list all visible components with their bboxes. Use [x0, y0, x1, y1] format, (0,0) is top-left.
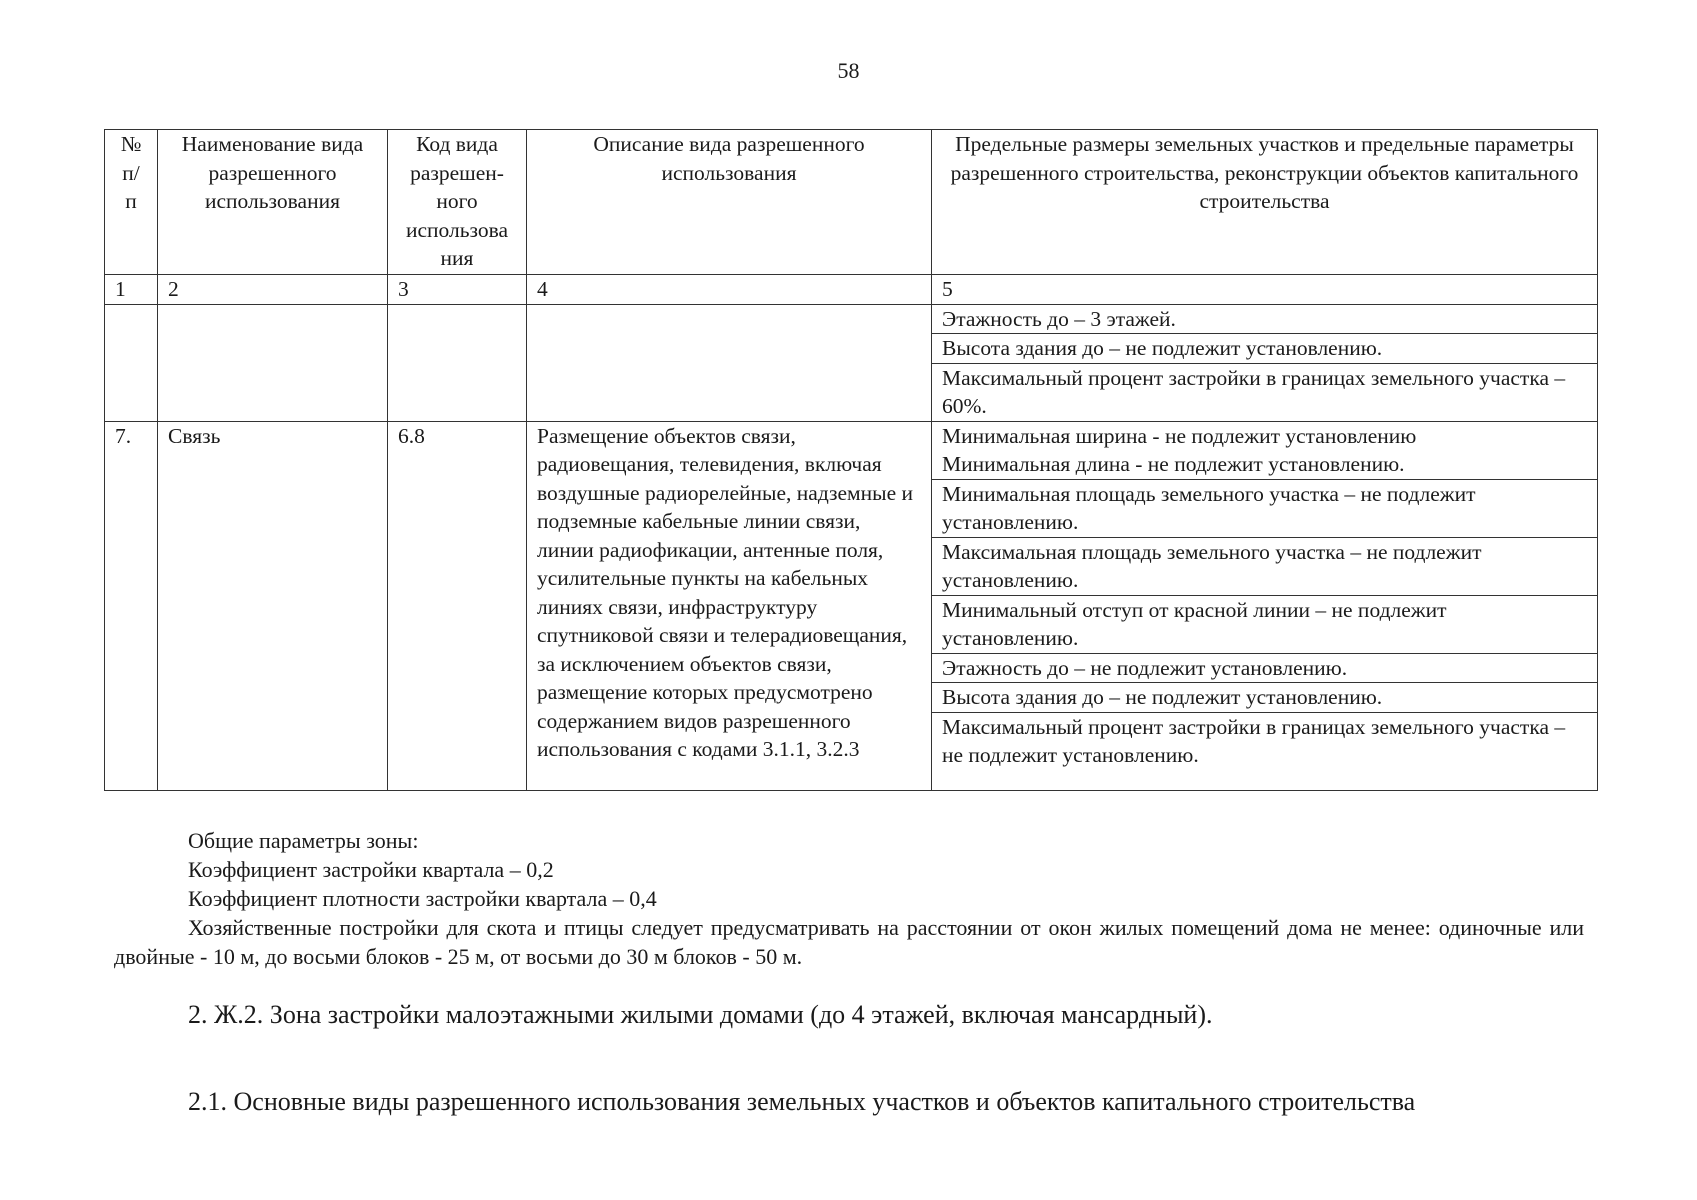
header-parameters: Предельные размеры земельных участков и предельные параметры разрешенного строительства, реконструкции объектов капитального строительства [932, 130, 1598, 275]
page-number: 58 [837, 58, 860, 83]
params-cell [932, 304, 1598, 421]
param-item: Этажность до – 3 этажей. [942, 306, 1176, 331]
empty-cell [105, 304, 158, 421]
table-row-svyaz [105, 421, 1598, 790]
params-cell [932, 421, 1598, 790]
param-item: Высота здания до – не подлежит установлению. [932, 333, 1597, 363]
param-item: Этажность до – не подлежит установлению. [932, 653, 1597, 683]
param-min-length: Минимальная длина - не подлежит установлению. [942, 452, 1405, 476]
header-description: Описание вида разрешенного использования [527, 130, 932, 275]
table-row-continued [105, 304, 1598, 421]
param-item: Максимальный процент застройки в границах земельного участка – 60%. [932, 363, 1597, 421]
param-item: Максимальный процент застройки в границах земельного участка – не подлежит установлению. [932, 712, 1597, 770]
row-use-code: 6.8 [388, 421, 527, 790]
row-use-name: Связь [158, 421, 388, 790]
param-min-width: Минимальная ширина - не подлежит установлению [942, 423, 1417, 448]
empty-cell [527, 304, 932, 421]
subsection-heading: 2.1. Основные виды разрешенного использования земельных участков и объектов капитального строительства [188, 1087, 1416, 1116]
param-item: Максимальная площадь земельного участка – не подлежит установлению. [932, 537, 1597, 595]
header-code: Код вида разрешен-ного использова ния [388, 130, 527, 275]
general-title: Общие параметры зоны: [188, 828, 419, 853]
column-number-1: 1 [105, 275, 158, 305]
column-number-row [105, 275, 1598, 305]
column-number-2: 2 [158, 275, 388, 305]
land-use-table [104, 129, 1598, 791]
row-description: Размещение объектов связи, радиовещания, телевидения, включая воздушные радиорелейные, надземные и подземные кабельные линии связи, линии радиофикации, антенные поля, усилительные пункты на кабельных линиях связи, инфраструктуру спутниковой связи и телерадиовещания, за исключением объектов связи, размещение которых предусмотрено содержанием видов разрешенного использования с кодами 3.1.1, 3.2.3 [527, 421, 932, 790]
column-number-3: 3 [388, 275, 527, 305]
column-number-5: 5 [932, 275, 1598, 305]
table-header-row [105, 130, 1598, 275]
general-parameters [114, 826, 1584, 971]
coef-build: Коэффициент застройки квартала – 0,2 [188, 857, 554, 882]
header-number: № п/ п [105, 130, 158, 275]
empty-cell [388, 304, 527, 421]
coef-density: Коэффициент плотности застройки квартала – 0,4 [188, 886, 657, 911]
section-heading: 2. Ж.2. Зона застройки малоэтажными жилыми домами (до 4 этажей, включая мансардный). [188, 1000, 1213, 1029]
empty-cell [158, 304, 388, 421]
header-name: Наименование вида разрешенного использования [158, 130, 388, 275]
livestock-rule: Хозяйственные постройки для скота и птицы следует предусматривать на расстоянии от окон жилых помещений дома не менее: одиночные или двойные - 10 м, до восьми блоков - 25 м, от восьми до 30 м блоков - 50 м. [114, 915, 1584, 969]
row-number: 7. [105, 421, 158, 790]
param-item [932, 422, 1597, 479]
column-number-4: 4 [527, 275, 932, 305]
param-item: Высота здания до – не подлежит установлению. [932, 682, 1597, 712]
param-item: Минимальная площадь земельного участка – не подлежит установлению. [932, 479, 1597, 537]
param-item: Минимальный отступ от красной линии – не подлежит установлению. [932, 595, 1597, 653]
